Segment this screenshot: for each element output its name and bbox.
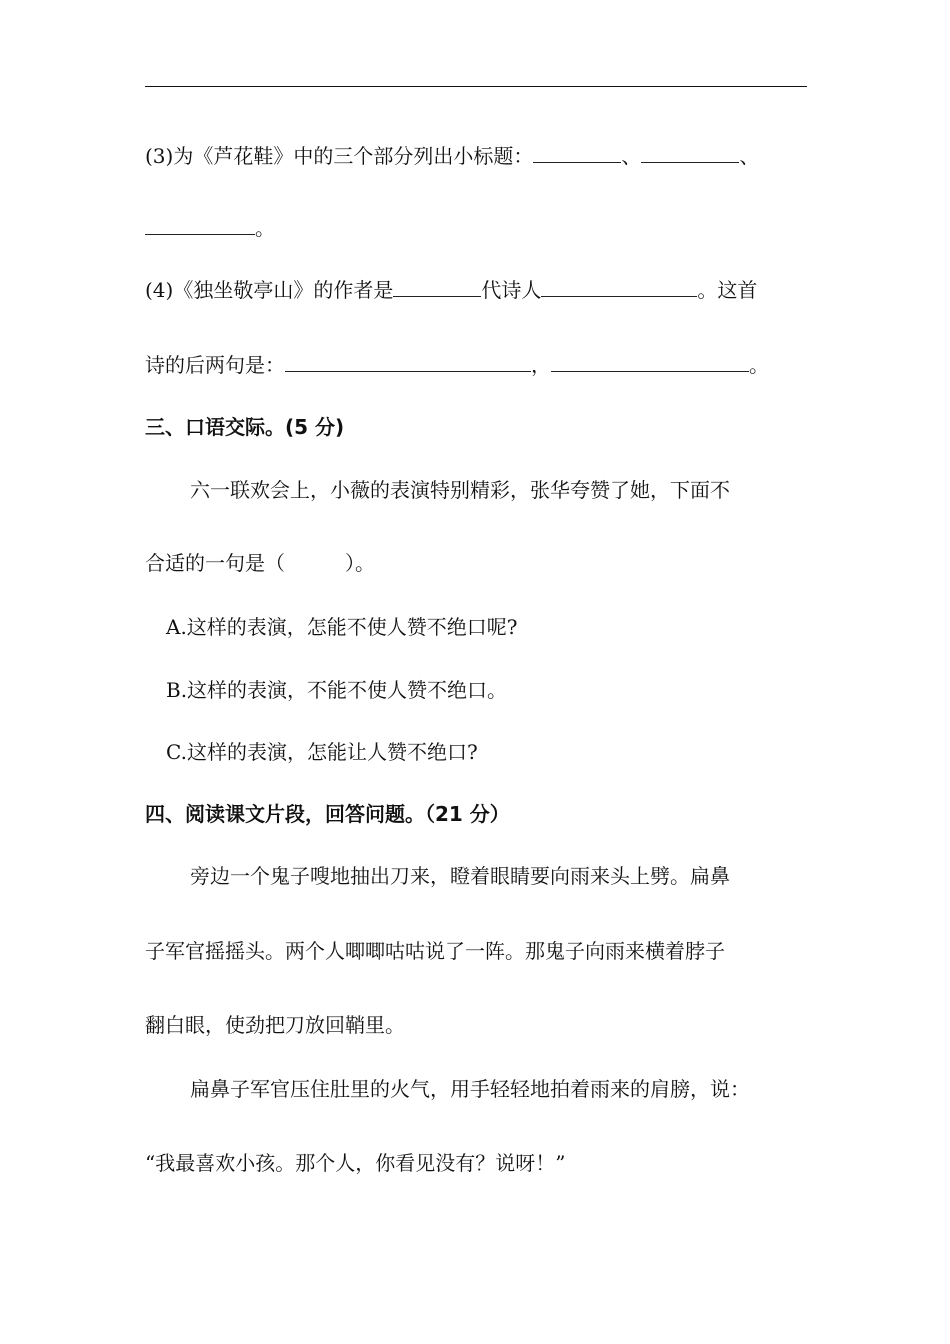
answer-blank[interactable]: [551, 353, 749, 372]
question-4: [145, 277, 757, 303]
question-4-tail: 。这首: [697, 278, 758, 302]
option-b: B.这样的表演，不能不使人赞不绝口。: [166, 678, 508, 702]
answer-blank[interactable]: [145, 216, 255, 235]
passage-1-line-3: 翻白眼，使劲把刀放回鞘里。: [145, 1013, 405, 1037]
period: 。: [255, 216, 275, 240]
answer-blank[interactable]: [393, 278, 481, 297]
passage-1-line-2: 子军官摇摇头。两个人唧唧咕咕说了一阵。那鬼子向雨来横着脖子: [145, 939, 725, 963]
section-4-heading: 四、阅读课文片段，回答问题。（21 分）: [145, 802, 510, 826]
passage-1-line-1: 旁边一个鬼子嗖地抽出刀来，瞪着眼睛要向雨来头上劈。扁鼻: [190, 864, 730, 888]
section-3-paragraph-line-2: 合适的一句是（ ）。: [145, 551, 375, 575]
comma: ，: [531, 353, 551, 377]
option-c: C.这样的表演，怎能让人赞不绝口?: [166, 740, 478, 764]
passage-2-line-1: 扁鼻子军官压住肚里的火气，用手轻轻地拍着雨来的肩膀，说：: [190, 1077, 750, 1101]
section-3-paragraph-line-1: 六一联欢会上，小薇的表演特别精彩，张华夸赞了她，下面不: [190, 478, 730, 502]
passage-2-line-2: “我最喜欢小孩。那个人，你看见没有？说呀！”: [145, 1151, 566, 1175]
question-3: [145, 143, 759, 169]
question-4-line2-text: 诗的后两句是：: [145, 353, 285, 377]
answer-blank[interactable]: [541, 278, 697, 297]
question-3-line2: [145, 215, 275, 241]
separator: 、: [621, 144, 642, 168]
answer-blank[interactable]: [533, 144, 621, 163]
answer-blank[interactable]: [641, 144, 739, 163]
option-a: A.这样的表演，怎能不使人赞不绝口呢?: [166, 615, 518, 639]
question-4-line2: [145, 352, 769, 378]
header-rule: [145, 86, 807, 87]
question-3-text: (3)为《芦花鞋》中的三个部分列出小标题：: [145, 144, 534, 168]
question-4-text: (4)《独坐敬亭山》的作者是: [145, 278, 394, 302]
period: 。: [749, 353, 769, 377]
section-3-heading: 三、口语交际。(5 分): [145, 415, 345, 439]
answer-blank[interactable]: [285, 353, 531, 372]
question-4-mid: 代诗人: [481, 278, 542, 302]
separator: 、: [739, 144, 760, 168]
